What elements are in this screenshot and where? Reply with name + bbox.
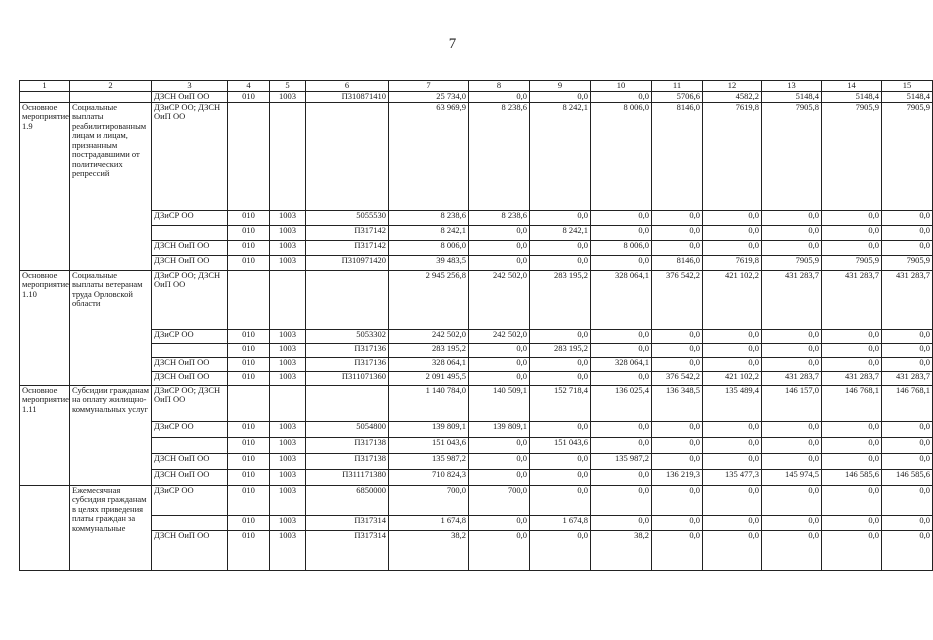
header-col-10: 10	[591, 81, 652, 92]
cell-col-8: 8 238,6	[469, 102, 530, 210]
header-col-7: 7	[389, 81, 469, 92]
cell-col-11: 8146,0	[652, 102, 703, 210]
cell-col-14: 0,0	[822, 515, 882, 530]
cell-col-10: 0,0	[591, 92, 652, 103]
cell-col-3: ДЗСН ОиП ОО	[152, 92, 228, 103]
cell-col-12: 0,0	[703, 421, 762, 437]
table-row	[20, 485, 933, 515]
cell-col-12: 4582,2	[703, 92, 762, 103]
cell-col-8: 242 502,0	[469, 329, 530, 343]
cell-col-8: 0,0	[469, 240, 530, 255]
cell-col-15: 7905,9	[882, 255, 933, 270]
cell-col-5	[270, 102, 306, 210]
cell-col-9: 0,0	[530, 92, 591, 103]
cell-col-12: 0,0	[703, 515, 762, 530]
cell-col-12: 0,0	[703, 437, 762, 453]
cell-col-6: П317138	[306, 437, 389, 453]
cell-col-8: 0,0	[469, 515, 530, 530]
cell-col-5: 1003	[270, 210, 306, 225]
table-row	[20, 530, 933, 570]
cell-col-8: 0,0	[469, 225, 530, 240]
table-row	[20, 453, 933, 469]
cell-col-10: 8 006,0	[591, 102, 652, 210]
cell-col-11: 0,0	[652, 225, 703, 240]
cell-col-14: 0,0	[822, 437, 882, 453]
cell-col-9: 0,0	[530, 329, 591, 343]
cell-col-10: 0,0	[591, 437, 652, 453]
cell-col-12: 135 489,4	[703, 385, 762, 421]
cell-col-3: ДЗиСР ОО; ДЗСН ОиП ОО	[152, 102, 228, 210]
cell-col-13: 0,0	[762, 530, 822, 570]
cell-col-9: 8 242,1	[530, 102, 591, 210]
cell-col-3: ДЗСН ОиП ОО	[152, 453, 228, 469]
cell-col-4: 010	[228, 421, 270, 437]
cell-col-14: 0,0	[822, 225, 882, 240]
cell-col-5: 1003	[270, 530, 306, 570]
cell-col-6: П317142	[306, 240, 389, 255]
cell-col-5: 1003	[270, 343, 306, 357]
cell-col-7: 2 945 256,8	[389, 270, 469, 329]
cell-col-6: П317142	[306, 225, 389, 240]
cell-col-12: 0,0	[703, 210, 762, 225]
cell-col-15: 0,0	[882, 357, 933, 371]
table-row	[20, 385, 933, 421]
cell-col-11: 0,0	[652, 437, 703, 453]
cell-col-6: 5055530	[306, 210, 389, 225]
cell-col-5: 1003	[270, 453, 306, 469]
cell-col-15: 5148,4	[882, 92, 933, 103]
cell-col-6	[306, 385, 389, 421]
cell-col-6: П310871410	[306, 92, 389, 103]
cell-col-14: 0,0	[822, 357, 882, 371]
cell-col-6: П317136	[306, 357, 389, 371]
cell-col-15: 0,0	[882, 530, 933, 570]
cell-col-9: 0,0	[530, 530, 591, 570]
cell-col-12: 0,0	[703, 240, 762, 255]
cell-col-10: 0,0	[591, 329, 652, 343]
activity-description: Социальные выплаты ветеранам труда Орловской области	[70, 270, 152, 385]
cell-col-6: П317314	[306, 515, 389, 530]
cell-col-9: 283 195,2	[530, 343, 591, 357]
cell-col-6: П317138	[306, 453, 389, 469]
cell-col-10: 0,0	[591, 421, 652, 437]
cell-col-5: 1003	[270, 371, 306, 385]
table-row	[20, 255, 933, 270]
header-col-3: 3	[152, 81, 228, 92]
cell-col-8: 0,0	[469, 255, 530, 270]
cell-col-12: 0,0	[703, 453, 762, 469]
cell-col-11: 8146,0	[652, 255, 703, 270]
page-number: 7	[448, 36, 457, 52]
cell-col-9: 283 195,2	[530, 270, 591, 329]
cell-col-3: ДЗиСР ОО	[152, 421, 228, 437]
cell-col-13: 145 974,5	[762, 469, 822, 485]
table-row	[20, 469, 933, 485]
cell-col-7: 139 809,1	[389, 421, 469, 437]
cell-col-4: 010	[228, 255, 270, 270]
cell-col-8: 0,0	[469, 453, 530, 469]
cell-col-15: 431 283,7	[882, 371, 933, 385]
cell-col-12: 135 477,3	[703, 469, 762, 485]
cell-col-15: 0,0	[882, 329, 933, 343]
cell-col-11: 0,0	[652, 485, 703, 515]
cell-col-3: ДЗиСР ОО; ДЗСН ОиП ОО	[152, 385, 228, 421]
cell-col-7: 700,0	[389, 485, 469, 515]
header-col-6: 6	[306, 81, 389, 92]
cell-col-5: 1003	[270, 92, 306, 103]
cell-col-12: 7619,8	[703, 102, 762, 210]
cell-col-6: П317314	[306, 530, 389, 570]
cell-col-11: 376 542,2	[652, 371, 703, 385]
cell-col-8: 700,0	[469, 485, 530, 515]
cell-col-7: 710 824,3	[389, 469, 469, 485]
cell-col-8: 0,0	[469, 371, 530, 385]
cell-col-9: 151 043,6	[530, 437, 591, 453]
cell-col-3: ДЗиСР ОО; ДЗСН ОиП ОО	[152, 270, 228, 329]
cell-col-5: 1003	[270, 485, 306, 515]
cell-col-13: 0,0	[762, 210, 822, 225]
cell-col-5: 1003	[270, 225, 306, 240]
cell-col-7: 25 734,0	[389, 92, 469, 103]
cell-col-3	[152, 225, 228, 240]
cell-col-11: 0,0	[652, 421, 703, 437]
cell-col-7: 283 195,2	[389, 343, 469, 357]
cell-col-7: 2 091 495,5	[389, 371, 469, 385]
cell-col-9: 1 674,8	[530, 515, 591, 530]
cell-col-9: 0,0	[530, 255, 591, 270]
cell-col-4: 010	[228, 469, 270, 485]
cell-col-11: 0,0	[652, 240, 703, 255]
activity-description: Ежемесячная субсидия гражданам в целях приведения платы граждан за коммунальные	[70, 485, 152, 570]
cell-col-13: 0,0	[762, 437, 822, 453]
cell-col-6	[306, 102, 389, 210]
cell-col-15: 0,0	[882, 485, 933, 515]
cell-col-6: П311171380	[306, 469, 389, 485]
cell-col-7: 328 064,1	[389, 357, 469, 371]
cell-col-5: 1003	[270, 515, 306, 530]
cell-col-8: 0,0	[469, 437, 530, 453]
cell-col-14: 0,0	[822, 329, 882, 343]
cell-col-8: 242 502,0	[469, 270, 530, 329]
cell-col-6: П317136	[306, 343, 389, 357]
cell-col-11: 0,0	[652, 515, 703, 530]
cell-col-11: 5706,6	[652, 92, 703, 103]
activity-label: Основное мероприятие 1.9	[20, 102, 70, 270]
cell-col-2	[70, 92, 152, 103]
cell-col-10: 0,0	[591, 515, 652, 530]
cell-col-4: 010	[228, 210, 270, 225]
cell-col-13: 0,0	[762, 343, 822, 357]
table-row	[20, 421, 933, 437]
cell-col-10: 0,0	[591, 343, 652, 357]
cell-col-6: П311071360	[306, 371, 389, 385]
cell-col-15: 431 283,7	[882, 270, 933, 329]
header-col-2: 2	[70, 81, 152, 92]
cell-col-13: 7905,8	[762, 102, 822, 210]
cell-col-6: 5053302	[306, 329, 389, 343]
header-row	[20, 81, 933, 92]
cell-col-7: 135 987,2	[389, 453, 469, 469]
header-col-5: 5	[270, 81, 306, 92]
cell-col-4: 010	[228, 343, 270, 357]
cell-col-10: 0,0	[591, 469, 652, 485]
cell-col-13: 0,0	[762, 485, 822, 515]
header-col-9: 9	[530, 81, 591, 92]
cell-col-9: 0,0	[530, 469, 591, 485]
cell-col-15: 146 585,6	[882, 469, 933, 485]
cell-col-15: 0,0	[882, 225, 933, 240]
cell-col-7: 38,2	[389, 530, 469, 570]
table-row	[20, 92, 933, 103]
cell-col-15: 146 768,1	[882, 385, 933, 421]
cell-col-14: 5148,4	[822, 92, 882, 103]
cell-col-15: 0,0	[882, 453, 933, 469]
cell-col-7: 1 674,8	[389, 515, 469, 530]
cell-col-9: 8 242,1	[530, 225, 591, 240]
cell-col-8: 0,0	[469, 343, 530, 357]
cell-col-6: 6850000	[306, 485, 389, 515]
cell-col-5: 1003	[270, 329, 306, 343]
cell-col-4: 010	[228, 530, 270, 570]
cell-col-4: 010	[228, 485, 270, 515]
cell-col-7: 242 502,0	[389, 329, 469, 343]
cell-col-4	[228, 102, 270, 210]
cell-col-15: 7905,9	[882, 102, 933, 210]
table-row	[20, 270, 933, 329]
cell-col-1	[20, 92, 70, 103]
cell-col-7: 63 969,9	[389, 102, 469, 210]
cell-col-10: 0,0	[591, 255, 652, 270]
cell-col-4: 010	[228, 329, 270, 343]
cell-col-8: 8 238,6	[469, 210, 530, 225]
cell-col-14: 0,0	[822, 210, 882, 225]
cell-col-14: 146 585,6	[822, 469, 882, 485]
cell-col-1	[20, 485, 70, 570]
cell-col-13: 0,0	[762, 453, 822, 469]
cell-col-11: 0,0	[652, 343, 703, 357]
cell-col-10: 135 987,2	[591, 453, 652, 469]
cell-col-13: 0,0	[762, 357, 822, 371]
cell-col-3: ДЗСН ОиП ОО	[152, 240, 228, 255]
cell-col-5: 1003	[270, 357, 306, 371]
cell-col-13: 0,0	[762, 329, 822, 343]
header-col-8: 8	[469, 81, 530, 92]
cell-col-8: 139 809,1	[469, 421, 530, 437]
cell-col-11: 0,0	[652, 329, 703, 343]
cell-col-12: 0,0	[703, 329, 762, 343]
cell-col-12: 0,0	[703, 225, 762, 240]
cell-col-10: 0,0	[591, 225, 652, 240]
cell-col-5: 1003	[270, 469, 306, 485]
cell-col-8: 140 509,1	[469, 385, 530, 421]
header-col-15: 15	[882, 81, 933, 92]
header-col-13: 13	[762, 81, 822, 92]
cell-col-14: 0,0	[822, 421, 882, 437]
cell-col-8: 0,0	[469, 357, 530, 371]
cell-col-4: 010	[228, 437, 270, 453]
cell-col-10: 328 064,1	[591, 270, 652, 329]
cell-col-12: 421 102,2	[703, 270, 762, 329]
activity-label: Основное мероприятие 1.11	[20, 385, 70, 485]
cell-col-3: ДЗСН ОиП ОО	[152, 357, 228, 371]
cell-col-3: ДЗСН ОиП ОО	[152, 255, 228, 270]
cell-col-3: ДЗСН ОиП ОО	[152, 530, 228, 570]
cell-col-3	[152, 515, 228, 530]
cell-col-4: 010	[228, 225, 270, 240]
cell-col-7: 8 006,0	[389, 240, 469, 255]
header-col-4: 4	[228, 81, 270, 92]
cell-col-7: 39 483,5	[389, 255, 469, 270]
cell-col-8: 0,0	[469, 92, 530, 103]
cell-col-6: П310971420	[306, 255, 389, 270]
cell-col-10: 136 025,4	[591, 385, 652, 421]
cell-col-9: 0,0	[530, 421, 591, 437]
cell-col-7: 8 238,6	[389, 210, 469, 225]
cell-col-13: 431 283,7	[762, 371, 822, 385]
cell-col-13: 0,0	[762, 515, 822, 530]
cell-col-5	[270, 385, 306, 421]
cell-col-6	[306, 270, 389, 329]
cell-col-5: 1003	[270, 240, 306, 255]
table-row	[20, 371, 933, 385]
budget-table	[19, 80, 933, 571]
activity-description: Субсидии гражданам на оплату жилищно-коммунальных услуг	[70, 385, 152, 485]
cell-col-9: 0,0	[530, 485, 591, 515]
cell-col-14: 146 768,1	[822, 385, 882, 421]
cell-col-11: 136 348,5	[652, 385, 703, 421]
cell-col-4	[228, 385, 270, 421]
cell-col-4: 010	[228, 371, 270, 385]
cell-col-7: 1 140 784,0	[389, 385, 469, 421]
cell-col-10: 0,0	[591, 371, 652, 385]
cell-col-13: 5148,4	[762, 92, 822, 103]
cell-col-3: ДЗиСР ОО	[152, 210, 228, 225]
cell-col-11: 136 219,3	[652, 469, 703, 485]
cell-col-4: 010	[228, 515, 270, 530]
cell-col-9: 0,0	[530, 453, 591, 469]
cell-col-15: 0,0	[882, 240, 933, 255]
cell-col-4	[228, 270, 270, 329]
header-col-1: 1	[20, 81, 70, 92]
cell-col-12: 0,0	[703, 485, 762, 515]
cell-col-12: 0,0	[703, 530, 762, 570]
cell-col-5: 1003	[270, 437, 306, 453]
header-col-12: 12	[703, 81, 762, 92]
cell-col-11: 0,0	[652, 210, 703, 225]
cell-col-5	[270, 270, 306, 329]
table-row	[20, 225, 933, 240]
cell-col-14: 0,0	[822, 530, 882, 570]
cell-col-9: 0,0	[530, 371, 591, 385]
cell-col-10: 0,0	[591, 485, 652, 515]
table-row	[20, 437, 933, 453]
cell-col-13: 0,0	[762, 421, 822, 437]
cell-col-12: 0,0	[703, 343, 762, 357]
cell-col-13: 0,0	[762, 240, 822, 255]
cell-col-6: 5054800	[306, 421, 389, 437]
cell-col-3: ДЗиСР ОО	[152, 329, 228, 343]
cell-col-14: 0,0	[822, 240, 882, 255]
cell-col-12: 0,0	[703, 357, 762, 371]
cell-col-8: 0,0	[469, 469, 530, 485]
cell-col-7: 8 242,1	[389, 225, 469, 240]
cell-col-9: 0,0	[530, 357, 591, 371]
table-row	[20, 102, 933, 210]
cell-col-15: 0,0	[882, 210, 933, 225]
cell-col-3: ДЗСН ОиП ОО	[152, 371, 228, 385]
table-row	[20, 210, 933, 225]
cell-col-10: 38,2	[591, 530, 652, 570]
cell-col-14: 0,0	[822, 343, 882, 357]
cell-col-15: 0,0	[882, 515, 933, 530]
cell-col-13: 0,0	[762, 225, 822, 240]
cell-col-3	[152, 437, 228, 453]
cell-col-3: ДЗиСР ОО	[152, 485, 228, 515]
cell-col-9: 0,0	[530, 210, 591, 225]
cell-col-14: 0,0	[822, 485, 882, 515]
cell-col-10: 0,0	[591, 210, 652, 225]
cell-col-15: 0,0	[882, 343, 933, 357]
cell-col-13: 146 157,0	[762, 385, 822, 421]
table-row	[20, 329, 933, 343]
cell-col-3	[152, 343, 228, 357]
cell-col-14: 7905,9	[822, 255, 882, 270]
cell-col-5: 1003	[270, 421, 306, 437]
table-row	[20, 515, 933, 530]
cell-col-15: 0,0	[882, 437, 933, 453]
cell-col-4: 010	[228, 92, 270, 103]
table-row	[20, 240, 933, 255]
cell-col-13: 431 283,7	[762, 270, 822, 329]
cell-col-7: 151 043,6	[389, 437, 469, 453]
cell-col-9: 152 718,4	[530, 385, 591, 421]
cell-col-12: 421 102,2	[703, 371, 762, 385]
cell-col-3: ДЗСН ОиП ОО	[152, 469, 228, 485]
activity-label: Основное мероприятие 1.10	[20, 270, 70, 385]
cell-col-8: 0,0	[469, 530, 530, 570]
cell-col-10: 328 064,1	[591, 357, 652, 371]
cell-col-10: 8 006,0	[591, 240, 652, 255]
activity-description: Социальные выплаты реабилитированным лицам и лицам, признанным пострадавшими от политических репрессий	[70, 102, 152, 270]
cell-col-12: 7619,8	[703, 255, 762, 270]
cell-col-15: 0,0	[882, 421, 933, 437]
table-row	[20, 343, 933, 357]
header-col-11: 11	[652, 81, 703, 92]
cell-col-4: 010	[228, 240, 270, 255]
table-row	[20, 357, 933, 371]
cell-col-11: 0,0	[652, 453, 703, 469]
cell-col-5: 1003	[270, 255, 306, 270]
cell-col-14: 431 283,7	[822, 371, 882, 385]
cell-col-14: 431 283,7	[822, 270, 882, 329]
cell-col-13: 7905,9	[762, 255, 822, 270]
cell-col-11: 376 542,2	[652, 270, 703, 329]
cell-col-4: 010	[228, 357, 270, 371]
header-col-14: 14	[822, 81, 882, 92]
cell-col-11: 0,0	[652, 530, 703, 570]
cell-col-4: 010	[228, 453, 270, 469]
cell-col-14: 0,0	[822, 453, 882, 469]
cell-col-14: 7905,9	[822, 102, 882, 210]
cell-col-11: 0,0	[652, 357, 703, 371]
cell-col-9: 0,0	[530, 240, 591, 255]
